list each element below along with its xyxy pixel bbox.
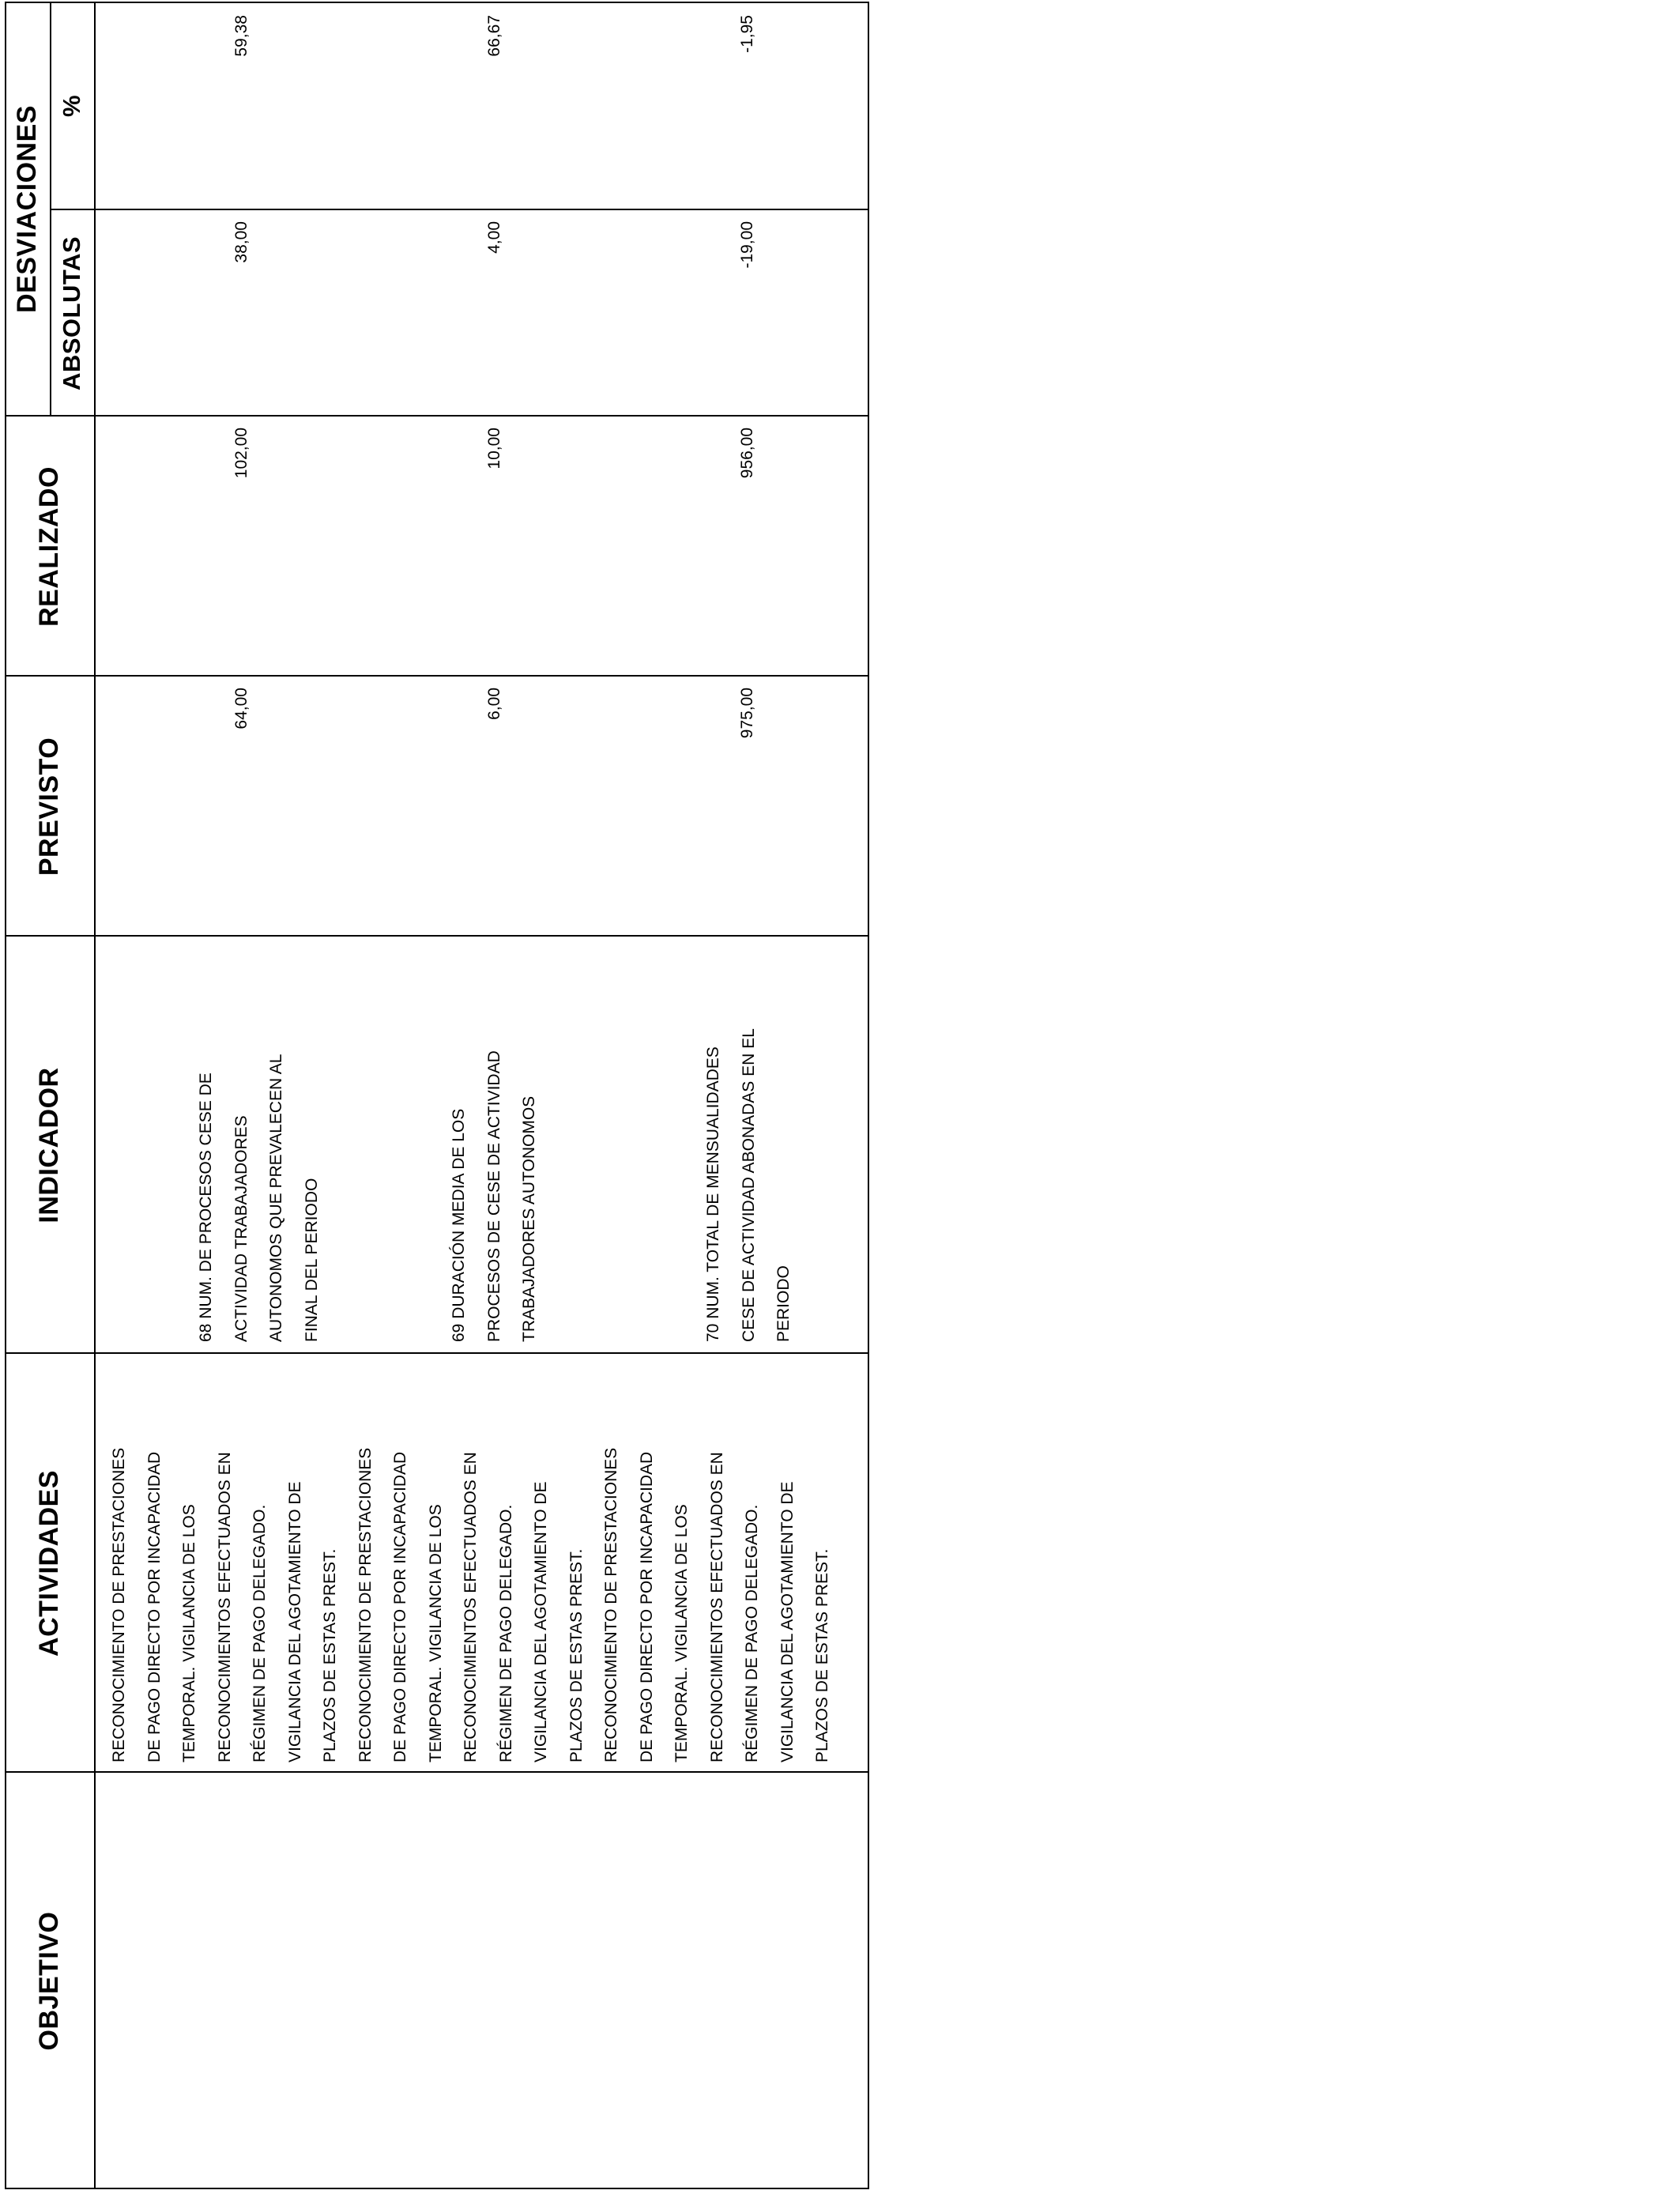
header-absolutas: ABSOLUTAS	[58, 236, 85, 391]
text-line: DE PAGO DIRECTO POR INCAPACIDAD	[637, 1451, 656, 1762]
text-line: RECONOCIMIENTO DE PRESTACIONES	[602, 1447, 620, 1762]
text-line: FINAL DEL PERIODO	[302, 1178, 321, 1342]
indicador-cell	[442, 1050, 548, 1342]
table-border-bottom	[868, 2, 869, 2189]
header-desviaciones: DESVIACIONES	[12, 105, 42, 313]
actividades-cell	[102, 1448, 841, 1762]
header-previsto: PREVISTO	[34, 737, 64, 876]
text-line: DE PAGO DIRECTO POR INCAPACIDAD	[391, 1451, 409, 1762]
text-line: PLAZOS DE ESTAS PREST.	[567, 1548, 586, 1762]
header-indicador: INDICADOR	[34, 1067, 64, 1223]
text-line: RECONOCIMIENTOS EFECTUADOS EN	[215, 1452, 234, 1762]
realizado-value: 102,00	[232, 428, 250, 479]
col-sep-indicador	[5, 935, 869, 937]
previsto-value: 6,00	[485, 688, 503, 720]
rotated-table	[5, 2, 869, 2189]
text-line: DE PAGO DIRECTO POR INCAPACIDAD	[145, 1451, 164, 1762]
text-line: PROCESOS DE CESE DE ACTIVIDAD	[484, 1050, 503, 1342]
text-line: 69 DURACIÓN MEDIA DE LOS	[450, 1108, 468, 1342]
col-sep-desviaciones	[50, 209, 869, 210]
absolutas-value: 4,00	[485, 221, 503, 254]
header-porcentaje: %	[58, 94, 85, 118]
absolutas-value: -19,00	[738, 221, 756, 269]
text-line: RÉGIMEN DE PAGO DELEGADO.	[496, 1504, 515, 1762]
text-line: RECONOCIMIENTO DE PRESTACIONES	[110, 1447, 128, 1762]
porcentaje-value: 66,67	[485, 15, 503, 57]
header-separator	[94, 2, 96, 2189]
text-line: TRABAJADORES AUTONOMOS	[520, 1095, 538, 1342]
text-line: PERIODO	[774, 1265, 793, 1342]
col-sep-realizado	[5, 415, 869, 417]
table-border-left	[5, 2188, 869, 2189]
col-sep-objetivo	[5, 1771, 869, 1773]
col-sep-actividades	[5, 1352, 869, 1354]
text-line: RÉGIMEN DE PAGO DELEGADO.	[743, 1504, 761, 1762]
absolutas-value: 38,00	[232, 221, 250, 263]
text-line: RECONOCIMIENTOS EFECTUADOS EN	[461, 1452, 480, 1762]
text-line: ACTIVIDAD TRABAJADORES	[232, 1115, 250, 1342]
text-line: PLAZOS DE ESTAS PREST.	[321, 1548, 339, 1762]
indicador-cell	[189, 1054, 330, 1343]
text-line: TEMPORAL. VIGILANCIA DE LOS	[672, 1504, 691, 1762]
text-line: TEMPORAL. VIGILANCIA DE LOS	[426, 1504, 445, 1762]
header-actividades: ACTIVIDADES	[34, 1470, 64, 1657]
text-line: 70 NUM. TOTAL DE MENSUALIDADES	[704, 1046, 722, 1342]
header-objetivo: OBJETIVO	[34, 1911, 64, 2051]
text-line: RECONOCIMIENTOS EFECTUADOS EN	[707, 1452, 726, 1762]
text-line: AUTONOMOS QUE PREVALECEN AL	[267, 1054, 285, 1342]
text-line: PLAZOS DE ESTAS PREST.	[813, 1548, 831, 1762]
text-line: RÉGIMEN DE PAGO DELEGADO.	[250, 1504, 269, 1762]
indicador-cell	[696, 1028, 802, 1342]
text-line: RECONOCIMIENTO DE PRESTACIONES	[356, 1447, 375, 1762]
text-line: VIGILANCIA DEL AGOTAMIENTO DE	[285, 1481, 304, 1762]
previsto-value: 975,00	[738, 688, 756, 739]
col-sep-previsto	[5, 675, 869, 677]
previsto-value: 64,00	[232, 688, 250, 729]
realizado-value: 10,00	[485, 428, 503, 469]
text-line: CESE DE ACTIVIDAD ABONADAS EN EL	[739, 1028, 758, 1342]
header-realizado: REALIZADO	[34, 466, 64, 627]
porcentaje-value: 59,38	[232, 15, 250, 57]
text-line: VIGILANCIA DEL AGOTAMIENTO DE	[532, 1481, 550, 1762]
text-line: VIGILANCIA DEL AGOTAMIENTO DE	[778, 1481, 797, 1762]
porcentaje-value: -1,95	[738, 15, 756, 53]
text-line: 68 NUM. DE PROCESOS CESE DE	[197, 1072, 215, 1342]
table-border-right	[5, 2, 869, 3]
text-line: TEMPORAL. VIGILANCIA DE LOS	[180, 1504, 198, 1762]
realizado-value: 956,00	[738, 428, 756, 479]
